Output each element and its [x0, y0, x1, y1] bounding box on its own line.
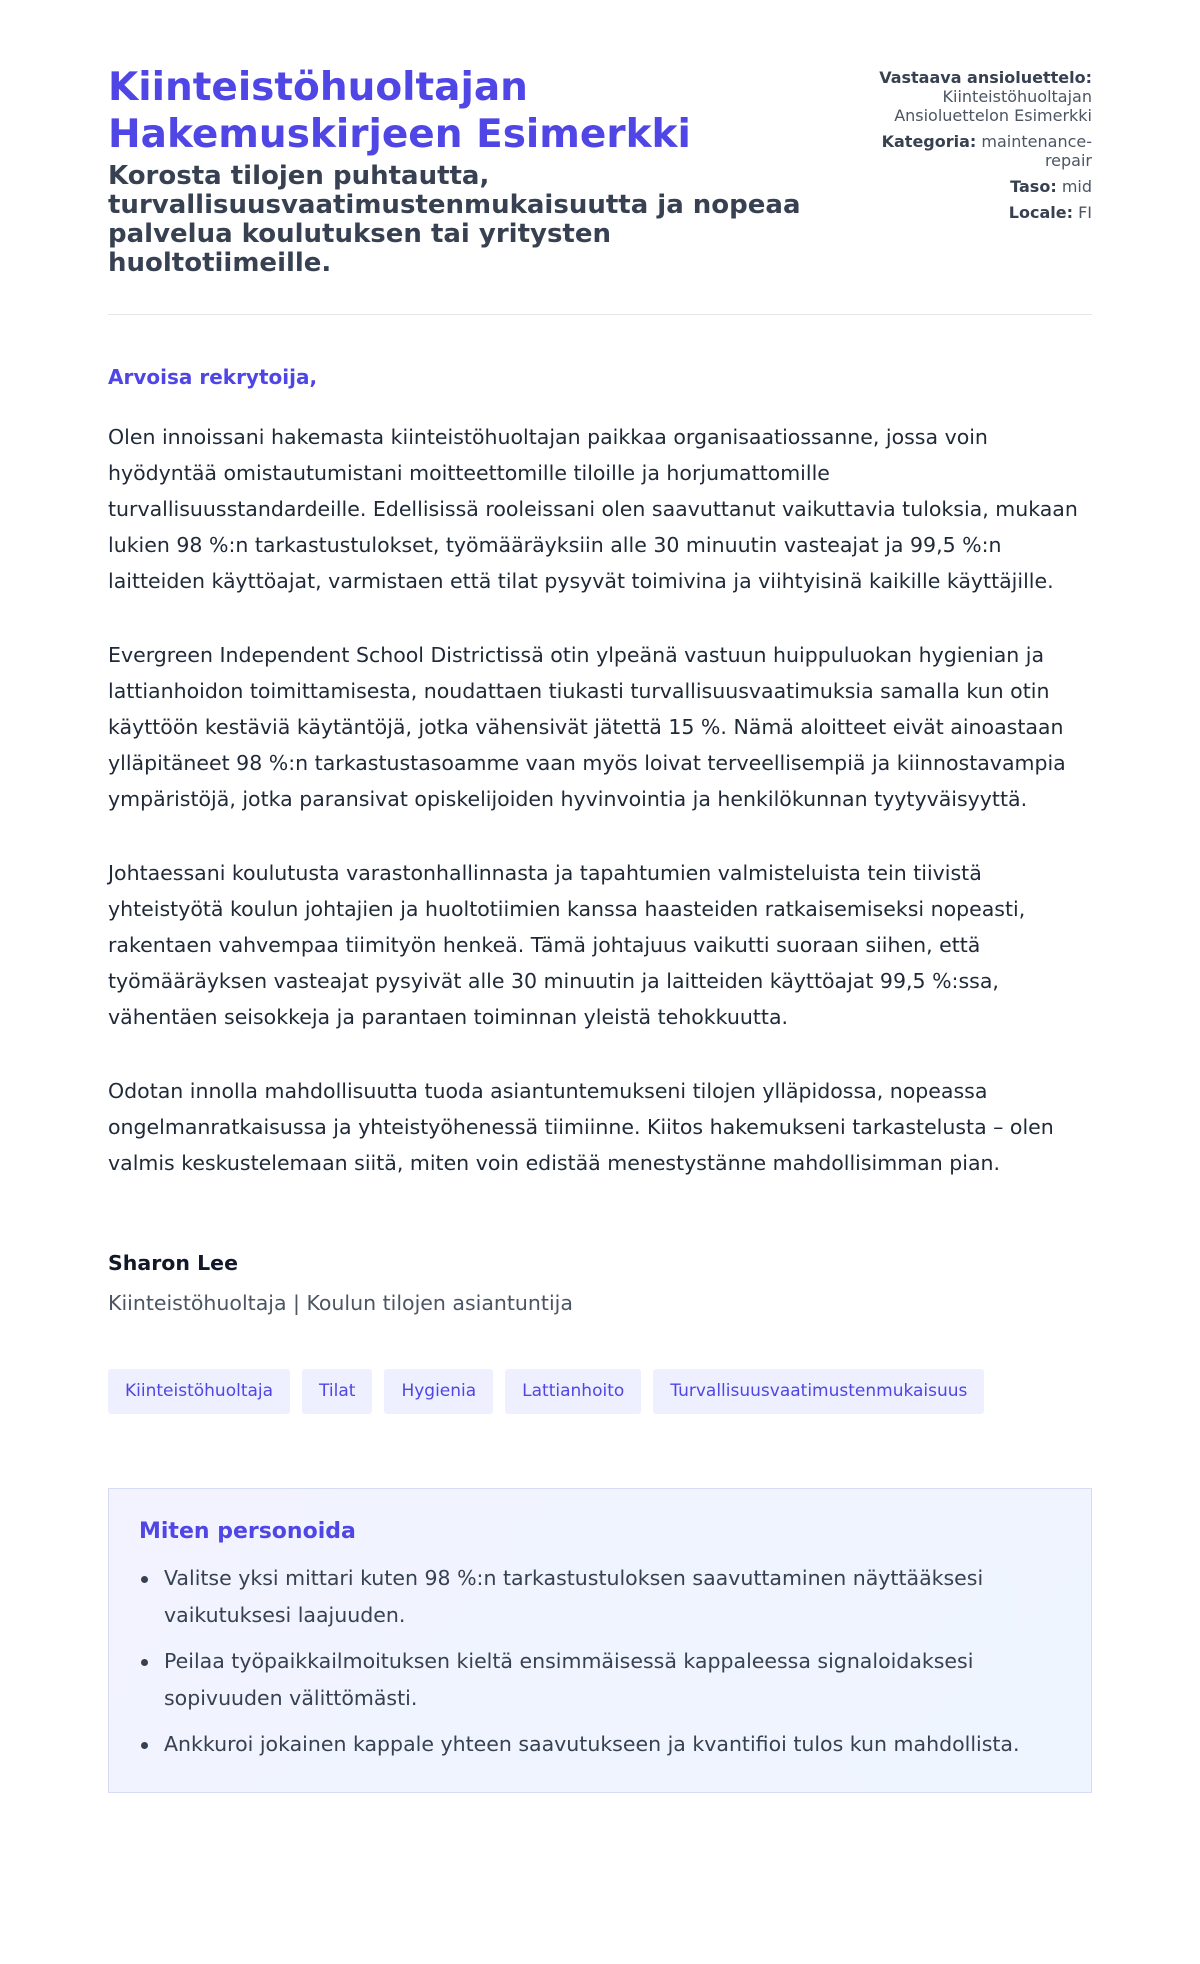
tag-chip[interactable]: Hygienia: [384, 1369, 493, 1414]
tips-list-item: Valitse yksi mittari kuten 98 %:n tarkastustuloksen saavuttaminen näyttääksesi vaikutuksesi laajuuden.: [139, 1560, 1061, 1634]
tips-list-item: Ankkuroi jokainen kappale yhteen saavutukseen ja kvantifioi tulos kun mahdollista.: [139, 1726, 1061, 1763]
header-left: [108, 64, 808, 278]
meta-level: [842, 177, 1092, 196]
meta-resume-value[interactable]: Kiinteistöhuoltajan Ansioluettelon Esimerkki: [894, 87, 1092, 125]
meta-locale: [842, 203, 1092, 222]
meta-level-label: Taso:: [1010, 177, 1057, 196]
page-header: [108, 0, 1092, 278]
tag-chip[interactable]: Lattianhoito: [505, 1369, 641, 1414]
letter-paragraph-1: Olen innoissani hakemasta kiinteistöhuoltajan paikkaa organisaatiossanne, jossa voin hyödyntää omistautumistani moitteettomille tiloille ja horjumattomille turvallisuusstandardeille. Edellisissä rooleissani olen saavuttanut vaikuttavia tuloksia, mukaan lukien 98 %:n tarkastustulokset, työmääräyksiin alle 30 minuutin vasteajat ja 99,5 %:n laitteiden käyttöajat, varmistaen että tilat pysyvät toimivina ja viihtyisinä kaikille käyttäjille.: [108, 425, 1078, 593]
tag-chip[interactable]: Tilat: [302, 1369, 372, 1414]
tips-title: Miten personoida: [139, 1519, 356, 1544]
meta-category-label: Kategoria:: [881, 132, 977, 151]
meta-locale-label: Locale:: [1008, 203, 1073, 222]
meta-panel: [842, 64, 1092, 278]
header-divider: [108, 314, 1092, 315]
meta-resume: [842, 68, 1092, 125]
page-title: Kiinteistöhuoltajan Hakemuskirjeen Esimerkki: [108, 65, 691, 157]
tag-list: [108, 1369, 1092, 1414]
letter-paragraph-2: Evergreen Independent School Districtissä otin ylpeänä vastuun huippuluokan hygienian ja lattianhoidon toimittamisesta, noudattaen tiukasti turvallisuusvaatimuksia samalla kun otin käyttöön kestäviä käytäntöjä, jotka vähensivät jätettä 15 %. Nämä aloitteet eivät ainoastaan ylläpitäneet 98 %:n tarkastustasoamme vaan myös loivat terveellisempiä ja kiinnostavampia ympäristöjä, jotka paransivat opiskelijoiden hyvinvointia ja henkilökunnan tyytyväisyyttä.: [108, 643, 1066, 811]
signature: [108, 1251, 1092, 1315]
meta-level-value: mid: [1061, 177, 1092, 196]
letter-paragraph-3: Johtaessani koulutusta varastonhallinnasta ja tapahtumien valmisteluista tein tiivistä yhteistyötä koulun johtajien ja huoltotiimien kanssa haasteiden ratkaisemiseksi nopeasti, rakentaen vahvempaa tiimityön henkeä. Tämä johtajuus vaikutti suoraan siihen, että työmääräyksen vasteajat pysyivät alle 30 minuutin ja laitteiden käyttöajat 99,5 %:ssa, vähentäen seisokkeja ja parantaen toiminnan yleistä tehokkuutta.: [108, 861, 1026, 1029]
personalization-tips-box: [108, 1488, 1092, 1793]
meta-resume-label: Vastaava ansioluettelo:: [879, 68, 1092, 87]
letter-body: [108, 365, 1092, 1181]
signature-name: Sharon Lee: [108, 1251, 238, 1275]
letter-greeting: Arvoisa rekrytoija,: [108, 365, 318, 389]
tag-chip[interactable]: Kiinteistöhuoltaja: [108, 1369, 290, 1414]
meta-locale-value: FI: [1078, 203, 1092, 222]
letter-paragraph-4: Odotan innolla mahdollisuutta tuoda asiantuntemukseni tilojen ylläpidossa, nopeassa ongelmanratkaisussa ja yhteistyöhenessä tiimiinne. Kiitos hakemukseni tarkastelusta – olen valmis keskustelemaan siitä, miten voin edistää menestystänne mahdollisimman pian.: [108, 1079, 1054, 1175]
meta-category: [842, 132, 1092, 170]
tips-list-item: Peilaa työpaikkailmoituksen kieltä ensimmäisessä kappaleessa signaloidaksesi sopivuuden välittömästi.: [139, 1643, 1061, 1717]
tips-list: [139, 1560, 1061, 1763]
page-subtitle: Korosta tilojen puhtautta, turvallisuusvaatimustenmukaisuutta ja nopeaa palvelua koulutuksen tai yritysten huoltotiimeille.: [108, 161, 801, 278]
meta-category-value: maintenance-repair: [981, 132, 1092, 170]
tag-chip[interactable]: Turvallisuusvaatimustenmukaisuus: [653, 1369, 984, 1414]
signature-role: Kiinteistöhuoltaja | Koulun tilojen asiantuntija: [108, 1291, 573, 1315]
